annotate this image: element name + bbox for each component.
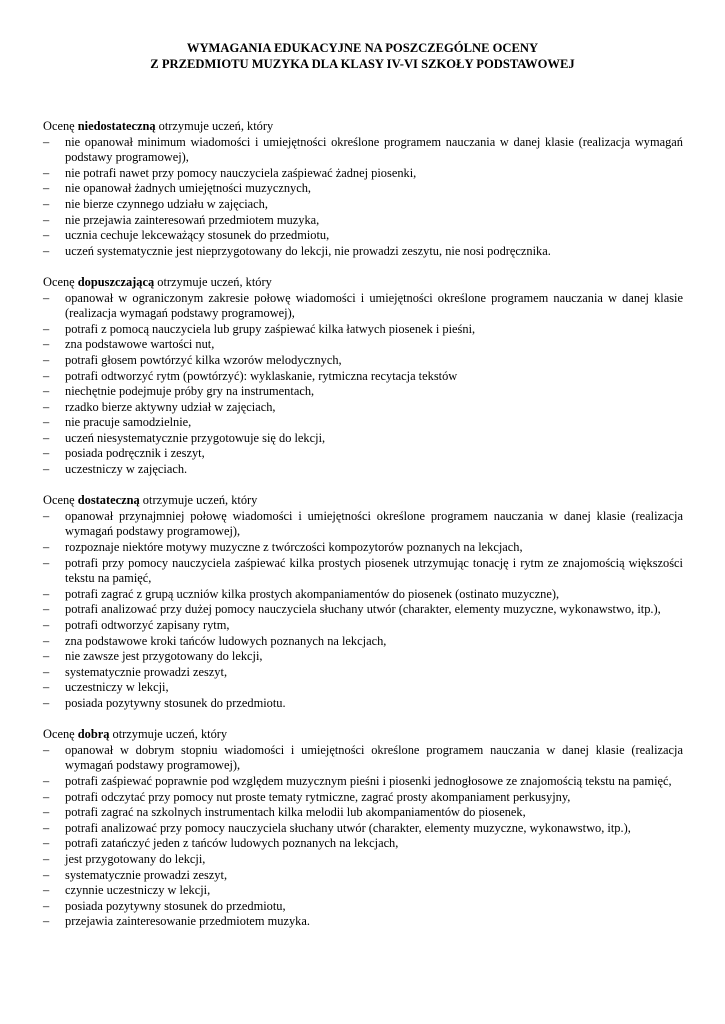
- requirement-item: – potrafi zagrać z grupą uczniów kilka prostych akompaniamentów do piosenek (ostinato muzyczne),: [43, 587, 683, 603]
- grade-section-dobrą: [43, 727, 683, 930]
- requirement-item: – potrafi z pomocą nauczyciela lub grupy zaśpiewać kilka łatwych piosenek i pieśni,: [43, 322, 683, 338]
- section-intro: [43, 275, 683, 291]
- section-intro: [43, 493, 683, 509]
- requirement-item: – nie opanował żadnych umiejętności muzycznych,: [43, 181, 683, 197]
- requirement-item: – zna podstawowe wartości nut,: [43, 337, 683, 353]
- requirement-item: – posiada podręcznik i zeszyt,: [43, 446, 683, 462]
- grade-section-niedostateczną: [43, 119, 683, 259]
- requirement-item: – jest przygotowany do lekcji,: [43, 852, 683, 868]
- requirement-item: – nie opanował minimum wiadomości i umiejętności określone programem nauczania w danej klasie (realizacja wymagań podstawy programowej),: [43, 135, 683, 166]
- requirement-item: – nie pracuje samodzielnie,: [43, 415, 683, 431]
- requirement-item: – uczestniczy w lekcji,: [43, 680, 683, 696]
- requirement-item: – potrafi zatańczyć jeden z tańców ludowych poznanych na lekcjach,: [43, 836, 683, 852]
- intro-suffix: otrzymuje uczeń, który: [155, 119, 274, 133]
- intro-suffix: otrzymuje uczeń, który: [109, 727, 228, 742]
- grade-section-dopuszczającą: [43, 275, 683, 478]
- intro-prefix: Ocenę: [43, 274, 78, 289]
- grade-name: niedostateczną: [77, 119, 156, 133]
- requirement-item: – opanował w dobrym stopniu wiadomości i umiejętności określone programem nauczania w danej klasie (realizacja wymagań podstawy programowej),: [43, 743, 683, 774]
- requirement-item: – potrafi odtworzyć zapisany rytm,: [43, 618, 683, 634]
- requirement-item: – potrafi przy pomocy nauczyciela zaśpiewać kilka prostych piosenek utrzymując tonację i rytm ze znajomością większości tekstu na pamięć,: [43, 556, 683, 587]
- intro-suffix: otrzymuje uczeń, który: [139, 493, 258, 508]
- requirement-item: – niechętnie podejmuje próby gry na instrumentach,: [43, 384, 683, 400]
- requirements-list: [43, 135, 683, 260]
- document-title: [60, 40, 665, 72]
- requirement-item: – nie bierze czynnego udziału w zajęciach,: [43, 197, 683, 213]
- requirements-list: [43, 509, 683, 712]
- grade-name: dostateczną: [77, 493, 140, 508]
- title-line-1: WYMAGANIA EDUKACYJNE NA POSZCZEGÓLNE OCENY: [186, 41, 539, 55]
- requirement-item: – przejawia zainteresowanie przedmiotem muzyka.: [43, 914, 683, 930]
- requirement-item: – potrafi odtworzyć rytm (powtórzyć): wyklaskanie, rytmiczna recytacja tekstów: [43, 369, 683, 385]
- requirements-list: [43, 291, 683, 478]
- grade-requirements: [43, 119, 683, 945]
- requirement-item: – potrafi zagrać na szkolnych instrumentach kilka melodii lub akompaniamentów do piosenek,: [43, 805, 683, 821]
- requirement-item: – czynnie uczestniczy w lekcji,: [43, 883, 683, 899]
- intro-prefix: Ocenę: [43, 119, 78, 133]
- requirement-item: – systematycznie prowadzi zeszyt,: [43, 665, 683, 681]
- requirement-item: – nie zawsze jest przygotowany do lekcji,: [43, 649, 683, 665]
- requirement-item: – potrafi zaśpiewać poprawnie pod względem muzycznym pieśni i piosenki jednogłosowe ze znajomością tekstu na pamięć,: [43, 774, 683, 790]
- title-line-2: Z PRZEDMIOTU MUZYKA DLA KLASY IV-VI SZKOŁY PODSTAWOWEJ: [150, 57, 575, 71]
- requirement-item: – potrafi głosem powtórzyć kilka wzorów melodycznych,: [43, 353, 683, 369]
- requirement-item: – systematycznie prowadzi zeszyt,: [43, 868, 683, 884]
- grade-name: dobrą: [77, 727, 110, 742]
- requirement-item: – nie przejawia zainteresowań przedmiotem muzyka,: [43, 213, 683, 229]
- intro-suffix: otrzymuje uczeń, który: [154, 274, 272, 289]
- requirement-item: – potrafi analizować przy dużej pomocy nauczyciela słuchany utwór (charakter, elementy muzyczne, wykonawstwo, itp.),: [43, 602, 683, 618]
- requirement-item: – zna podstawowe kroki tańców ludowych poznanych na lekcjach,: [43, 634, 683, 650]
- requirement-item: – rozpoznaje niektóre motywy muzyczne z twórczości kompozytorów poznanych na lekcjach,: [43, 540, 683, 556]
- requirement-item: – opanował w ograniczonym zakresie połowę wiadomości i umiejętności określone programem nauczania w danej klasie (realizacja wymagań podstawy programowej),: [43, 291, 683, 322]
- requirement-item: – opanował przynajmniej połowę wiadomości i umiejętności określone programem nauczania w danej klasie (realizacja wymagań podstawy programowej),: [43, 509, 683, 540]
- requirement-item: – posiada pozytywny stosunek do przedmiotu,: [43, 899, 683, 915]
- intro-prefix: Ocenę: [43, 727, 78, 742]
- requirement-item: – posiada pozytywny stosunek do przedmiotu.: [43, 696, 683, 712]
- requirement-item: – uczeń niesystematycznie przygotowuje się do lekcji,: [43, 431, 683, 447]
- requirement-item: – potrafi analizować przy pomocy nauczyciela słuchany utwór (charakter, elementy muzyczne, wykonawstwo, itp.),: [43, 821, 683, 837]
- section-intro: [43, 727, 683, 743]
- requirement-item: – nie potrafi nawet przy pomocy nauczyciela zaśpiewać żadnej piosenki,: [43, 166, 683, 182]
- grade-name: dopuszczającą: [77, 274, 155, 289]
- requirement-item: – rzadko bierze aktywny udział w zajęciach,: [43, 400, 683, 416]
- section-intro: [43, 119, 683, 135]
- grade-section-dostateczną: [43, 493, 683, 711]
- requirements-list: [43, 743, 683, 930]
- requirement-item: – potrafi odczytać przy pomocy nut proste tematy rytmiczne, zagrać prosty akompaniament perkusyjny,: [43, 790, 683, 806]
- requirement-item: – ucznia cechuje lekceważący stosunek do przedmiotu,: [43, 228, 683, 244]
- requirement-item: – uczestniczy w zajęciach.: [43, 462, 683, 478]
- intro-prefix: Ocenę: [43, 493, 78, 508]
- requirement-item: – uczeń systematycznie jest nieprzygotowany do lekcji, nie prowadzi zeszytu, nie nosi podręcznika.: [43, 244, 683, 260]
